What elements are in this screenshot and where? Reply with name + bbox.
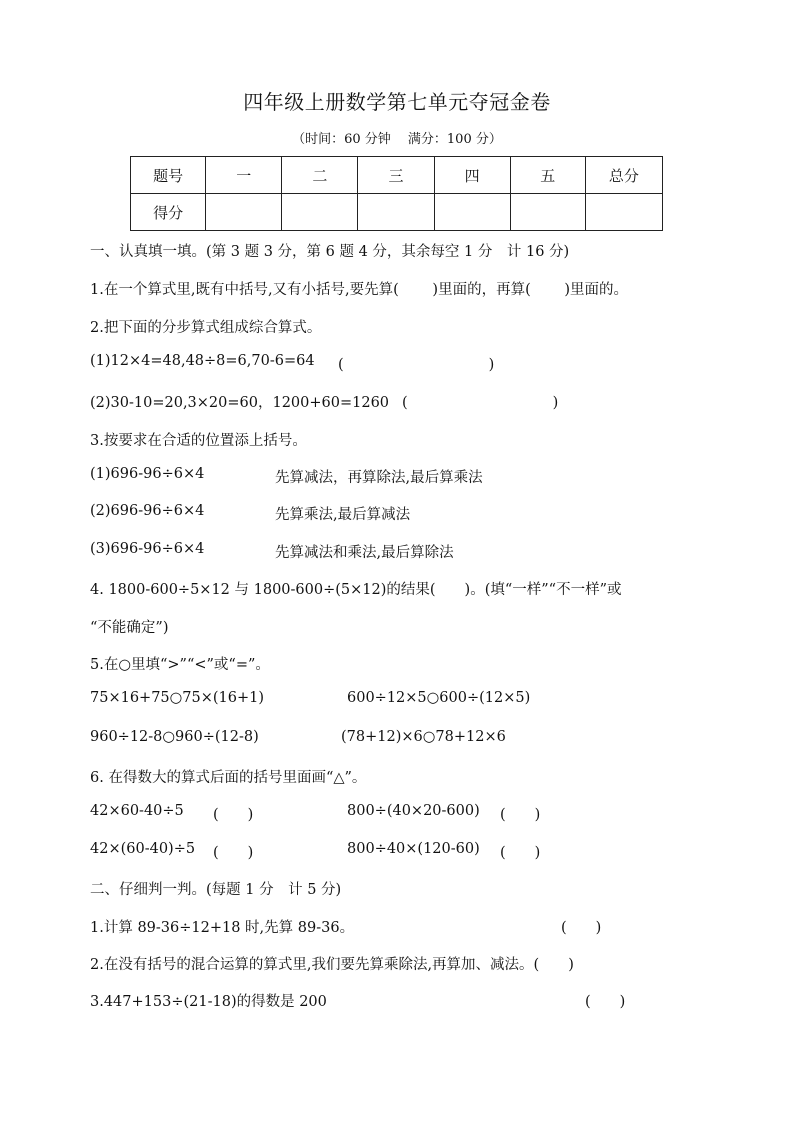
score-header-cell: 一 [206,157,282,194]
question-3-desc: 先算减法，再算除法,最后算乘法 [275,470,483,486]
score-input-cell[interactable] [434,194,510,231]
answer-blank[interactable]: ( ) [338,357,495,373]
score-input-cell[interactable] [585,194,662,231]
question-4: 4. 1800-600÷5×12 与 1800-600÷(5×12)的结果( )。(填“一样”“不一样”或 [90,582,622,598]
answer-blank[interactable]: ( ) [500,845,541,861]
answer-blank[interactable]: ( ) [402,395,559,411]
answer-blank[interactable]: ( ) [213,845,254,861]
question-6: 6. 在得数大的算式后面的括号里面画“△”。 [90,770,367,786]
q6-expr: 42×60-40÷5 [90,803,184,819]
question-1: 1.在一个算式里,既有中括号,又有小括号,要先算( )里面的，再算( )里面的。 [90,282,629,298]
q6-expr: 800÷40×(120-60) [347,841,480,857]
compare-item[interactable]: (78+12)×6○78+12×6 [341,729,506,745]
question-3-expr: (3)696-96÷6×4 [90,541,205,557]
judge-item: 1.计算 89-36÷12+18 时,先算 89-36。 [90,920,355,936]
question-4-cont: “不能确定”) [90,620,169,636]
answer-blank[interactable]: ( ) [585,994,626,1010]
section1-heading: 一、认真填一填。(第 3 题 3 分，第 6 题 4 分，其余每空 1 分 计 16 分) [90,244,570,260]
compare-item[interactable]: 960÷12-8○960÷(12-8) [90,729,259,745]
question-3-expr: (2)696-96÷6×4 [90,503,205,519]
question-3: 3.按要求在合适的位置添上括号。 [90,433,307,449]
page-title: 四年级上册数学第七单元夺冠金卷 [243,90,551,114]
question-2: 2.把下面的分步算式组成综合算式。 [90,320,322,336]
exam-meta: （时间：60 分钟 满分：100 分） [292,132,502,147]
score-header-cell: 三 [358,157,434,194]
score-header-cell: 五 [510,157,585,194]
score-header-cell: 四 [434,157,510,194]
question-2-1: (1)12×4=48,48÷8=6,70-6=64 [90,353,315,369]
answer-blank[interactable]: ( ) [561,920,602,936]
question-2-2: (2)30-10=20,3×20=60，1200+60=1260 [90,395,390,411]
score-row-label: 得分 [131,194,206,231]
score-input-cell[interactable] [206,194,282,231]
question-5: 5.在○里填“>”“<”或“=”。 [90,657,270,673]
section2-heading: 二、仔细判一判。(每题 1 分 计 5 分) [90,882,342,898]
question-3-desc: 先算减法和乘法,最后算除法 [275,545,454,561]
score-header-cell: 题号 [131,157,206,194]
compare-item[interactable]: 600÷12×5○600÷(12×5) [347,690,531,706]
score-input-cell[interactable] [358,194,434,231]
q6-expr: 800÷(40×20-600) [347,803,480,819]
question-3-desc: 先算乘法,最后算减法 [275,507,411,523]
question-3-expr: (1)696-96÷6×4 [90,466,205,482]
score-table-score-row [131,194,663,231]
answer-blank[interactable]: ( ) [500,807,541,823]
score-input-cell[interactable] [510,194,585,231]
compare-item[interactable]: 75×16+75○75×(16+1) [90,690,265,706]
score-table [130,156,663,231]
judge-item[interactable]: 2.在没有括号的混合运算的算式里,我们要先算乘除法,再算加、减法。( ) [90,957,574,973]
q6-expr: 42×(60-40)÷5 [90,841,196,857]
score-input-cell[interactable] [282,194,358,231]
score-table-header-row [131,157,663,194]
judge-item: 3.447+153÷(21-18)的得数是 200 [90,994,327,1010]
answer-blank[interactable]: ( ) [213,807,254,823]
score-header-cell: 二 [282,157,358,194]
score-header-cell: 总分 [585,157,662,194]
